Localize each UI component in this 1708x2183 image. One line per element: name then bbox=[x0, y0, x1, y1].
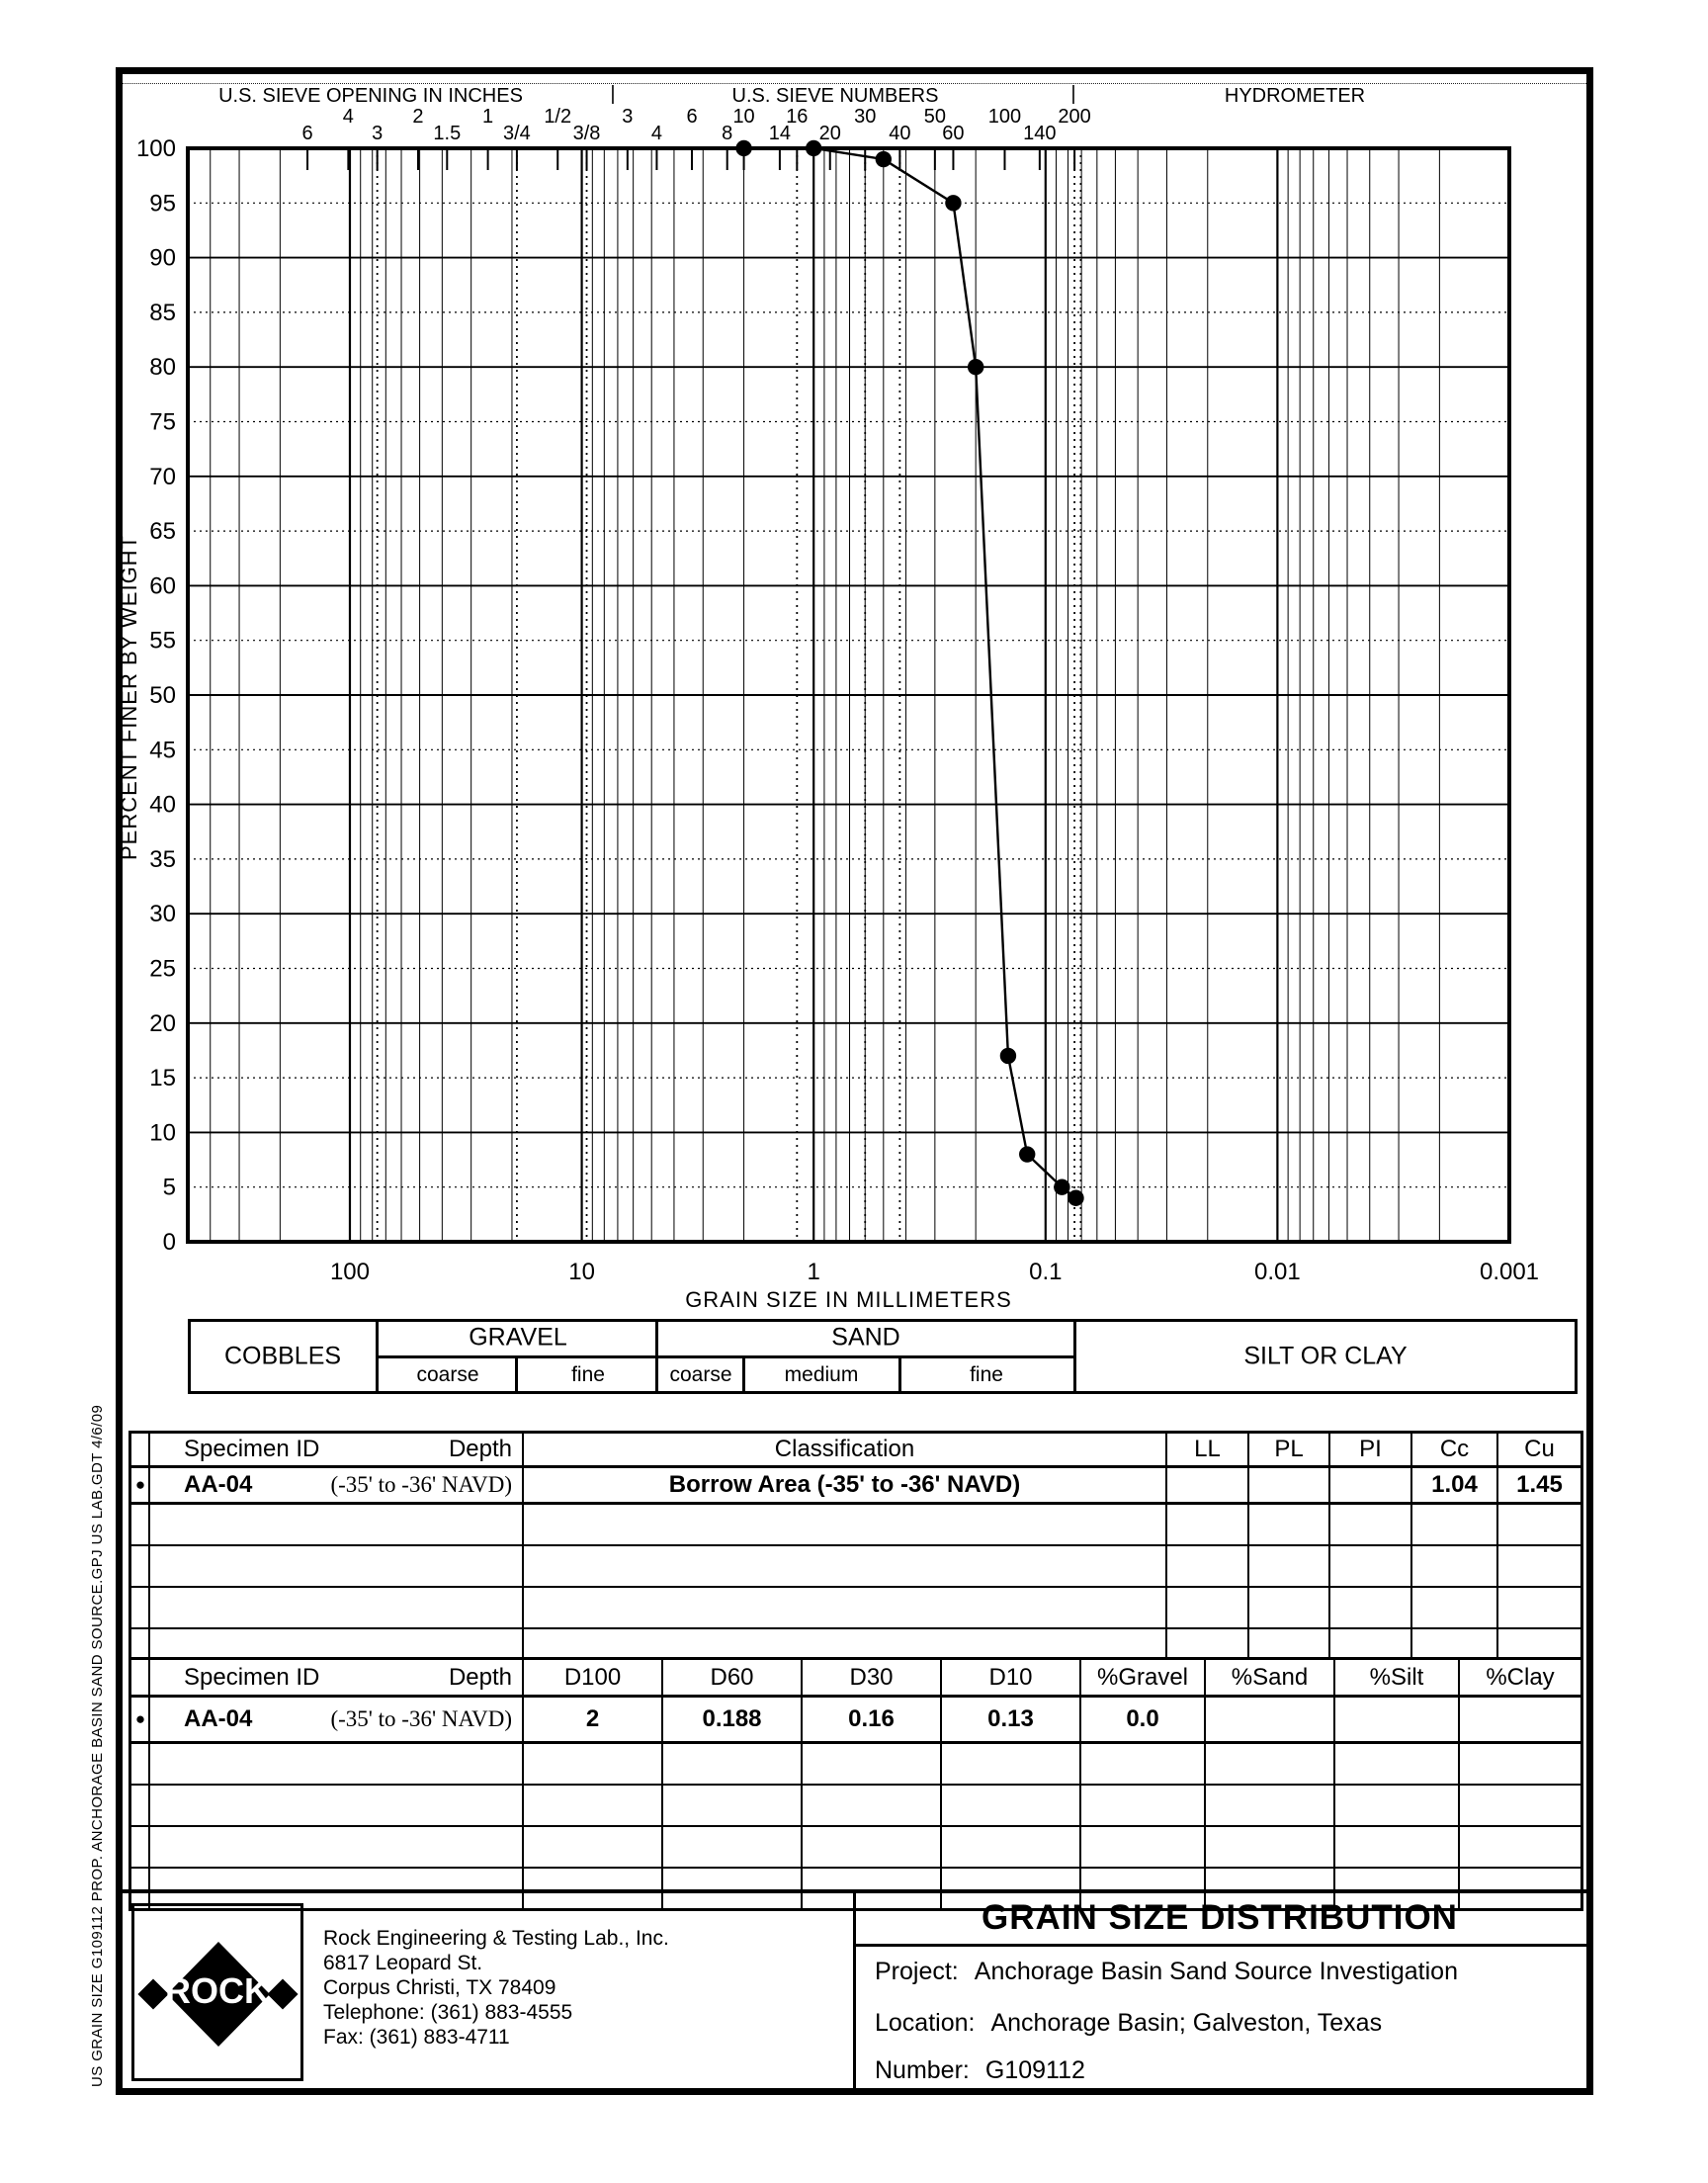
svg-text:30: 30 bbox=[149, 901, 176, 928]
cu-value: 1.45 bbox=[1516, 1471, 1563, 1498]
empty-table-row bbox=[131, 1546, 1580, 1588]
header-separator-1: | bbox=[610, 83, 616, 105]
svg-text:3: 3 bbox=[372, 123, 384, 144]
svg-text:3/4: 3/4 bbox=[503, 123, 531, 144]
svg-text:200: 200 bbox=[1058, 106, 1091, 128]
class-bar-divider bbox=[515, 1356, 518, 1394]
title-underline bbox=[853, 1944, 1586, 1947]
class-gravel-fine-label: fine bbox=[571, 1363, 605, 1386]
class-bar-divider bbox=[898, 1356, 901, 1394]
y-axis-title: PERCENT FINER BY WEIGHT bbox=[117, 534, 141, 860]
class-sand-label: SAND bbox=[831, 1323, 900, 1352]
svg-text:60: 60 bbox=[942, 123, 965, 144]
svg-text:0.1: 0.1 bbox=[1029, 1259, 1063, 1285]
d100-value: 2 bbox=[524, 1698, 663, 1741]
pct-gravel-value: 0.0 bbox=[1081, 1698, 1206, 1741]
empty-table-row bbox=[131, 1827, 1580, 1869]
depth-value: (-35' to -36' NAVD) bbox=[330, 1706, 512, 1731]
svg-text:4: 4 bbox=[650, 123, 662, 144]
class-sand-fine-label: fine bbox=[970, 1363, 1003, 1386]
gradation-table-header bbox=[131, 1660, 1580, 1698]
col-d60: D60 bbox=[663, 1660, 803, 1695]
class-sand-medium-label: medium bbox=[784, 1363, 859, 1386]
ll-value bbox=[1167, 1468, 1249, 1502]
svg-text:3: 3 bbox=[622, 106, 634, 128]
empty-table-row bbox=[131, 1786, 1580, 1827]
col-depth: Depth bbox=[448, 1663, 512, 1691]
pct-silt-value bbox=[1335, 1698, 1460, 1741]
col-pct-sand: %Sand bbox=[1206, 1660, 1335, 1695]
series-marker: ● bbox=[131, 1468, 150, 1502]
empty-table-row bbox=[131, 1588, 1580, 1629]
gradation-table-row bbox=[131, 1698, 1580, 1744]
svg-text:70: 70 bbox=[149, 463, 176, 490]
col-d100: D100 bbox=[524, 1660, 663, 1695]
svg-text:0.001: 0.001 bbox=[1479, 1259, 1540, 1285]
svg-text:30: 30 bbox=[854, 106, 877, 128]
svg-text:1: 1 bbox=[807, 1259, 820, 1285]
col-d30: D30 bbox=[803, 1660, 942, 1695]
company-city: Corpus Christi, TX 78409 bbox=[323, 1976, 556, 1999]
col-pct-clay: %Clay bbox=[1486, 1663, 1555, 1691]
col-pl: PL bbox=[1249, 1434, 1330, 1465]
col-depth: Depth bbox=[448, 1436, 512, 1462]
company-street: 6817 Leopard St. bbox=[323, 1952, 483, 1974]
d60-value: 0.188 bbox=[663, 1698, 803, 1741]
svg-text:40: 40 bbox=[889, 123, 911, 144]
col-pct-gravel: %Gravel bbox=[1081, 1660, 1206, 1695]
project-line bbox=[875, 1958, 1458, 1986]
svg-text:1: 1 bbox=[482, 106, 494, 128]
classification-table-header bbox=[131, 1434, 1580, 1468]
number-value: G109112 bbox=[984, 2056, 1085, 2084]
class-bar-midline bbox=[378, 1355, 1074, 1358]
svg-text:100: 100 bbox=[135, 135, 176, 162]
svg-text:60: 60 bbox=[149, 572, 176, 600]
gradation-table bbox=[128, 1657, 1583, 1911]
classification-value: Borrow Area (-35' to -36' NAVD) bbox=[524, 1468, 1167, 1502]
classification-table bbox=[128, 1431, 1583, 1672]
rock-logo-text: ROCK bbox=[165, 1970, 270, 2012]
project-value: Anchorage Basin Sand Source Investigation bbox=[974, 1958, 1458, 1985]
marker-column-header bbox=[131, 1434, 150, 1465]
rock-logo-right-diamond-icon bbox=[267, 1978, 298, 2009]
number-label: Number: bbox=[875, 2056, 970, 2084]
col-cc: Cc bbox=[1412, 1434, 1498, 1465]
svg-text:8: 8 bbox=[722, 123, 733, 144]
col-d10: D10 bbox=[942, 1660, 1081, 1695]
class-bar-divider bbox=[742, 1356, 745, 1394]
specimen-id-value: AA-04 bbox=[184, 1705, 253, 1732]
svg-text:20: 20 bbox=[149, 1009, 176, 1037]
d10-value: 0.13 bbox=[942, 1698, 1081, 1741]
header-sieve-inches: U.S. SIEVE OPENING IN INCHES bbox=[218, 85, 523, 107]
svg-text:16: 16 bbox=[786, 106, 809, 128]
company-name: Rock Engineering & Testing Lab., Inc. bbox=[323, 1927, 669, 1950]
svg-text:90: 90 bbox=[149, 244, 176, 272]
col-classification: Classification bbox=[524, 1434, 1167, 1465]
svg-text:55: 55 bbox=[149, 627, 176, 655]
svg-text:10: 10 bbox=[732, 106, 755, 128]
pi-value bbox=[1330, 1468, 1412, 1502]
location-line bbox=[875, 2009, 1382, 2038]
svg-text:14: 14 bbox=[768, 123, 792, 144]
header-hydrometer: HYDROMETER bbox=[1224, 85, 1366, 107]
col-specimen-id: Specimen ID bbox=[184, 1663, 320, 1691]
svg-text:65: 65 bbox=[149, 518, 176, 546]
col-pi: PI bbox=[1330, 1434, 1412, 1465]
header-sieve-numbers: U.S. SIEVE NUMBERS bbox=[731, 85, 939, 107]
svg-text:15: 15 bbox=[149, 1065, 176, 1092]
svg-text:4: 4 bbox=[342, 106, 354, 128]
series-marker: ● bbox=[131, 1698, 150, 1741]
class-silt-clay-label: SILT OR CLAY bbox=[1243, 1342, 1408, 1370]
svg-text:35: 35 bbox=[149, 845, 176, 873]
svg-text:100: 100 bbox=[329, 1259, 371, 1285]
company-address bbox=[323, 1926, 669, 2050]
location-value: Anchorage Basin; Galveston, Texas bbox=[990, 2009, 1383, 2037]
svg-text:40: 40 bbox=[149, 791, 176, 819]
pl-value bbox=[1249, 1468, 1330, 1502]
col-ll: LL bbox=[1167, 1434, 1249, 1465]
number-line bbox=[875, 2056, 1085, 2085]
report-title: GRAIN SIZE DISTRIBUTION bbox=[982, 1898, 1458, 1937]
svg-text:6: 6 bbox=[686, 106, 698, 128]
svg-text:1/2: 1/2 bbox=[544, 106, 572, 128]
specimen-id-value: AA-04 bbox=[184, 1471, 253, 1498]
svg-text:50: 50 bbox=[923, 106, 946, 128]
svg-text:45: 45 bbox=[149, 737, 176, 764]
empty-table-row bbox=[131, 1505, 1580, 1546]
x-axis-title: GRAIN SIZE IN MILLIMETERS bbox=[685, 1287, 1012, 1312]
svg-text:20: 20 bbox=[818, 123, 841, 144]
svg-text:1.5: 1.5 bbox=[433, 123, 462, 144]
col-cu: Cu bbox=[1524, 1436, 1555, 1462]
svg-text:85: 85 bbox=[149, 299, 176, 326]
depth-value: (-35' to -36' NAVD) bbox=[330, 1472, 512, 1497]
class-cobbles-label: COBBLES bbox=[223, 1342, 342, 1370]
svg-text:140: 140 bbox=[1023, 123, 1057, 144]
d30-value: 0.16 bbox=[803, 1698, 942, 1741]
location-label: Location: bbox=[875, 2009, 976, 2037]
company-fax: Fax: (361) 883-4711 bbox=[323, 2026, 510, 2049]
col-specimen-id: Specimen ID bbox=[184, 1436, 320, 1462]
svg-text:10: 10 bbox=[568, 1259, 595, 1285]
marker-column-header bbox=[131, 1660, 150, 1695]
class-gravel-coarse-label: coarse bbox=[416, 1363, 479, 1386]
svg-text:3/8: 3/8 bbox=[572, 123, 601, 144]
rock-logo bbox=[131, 1903, 303, 2081]
svg-text:95: 95 bbox=[149, 190, 176, 218]
classification-table-row bbox=[131, 1468, 1580, 1505]
svg-text:0.01: 0.01 bbox=[1254, 1259, 1301, 1285]
class-sand-coarse-label: coarse bbox=[669, 1363, 732, 1386]
pct-sand-value bbox=[1206, 1698, 1335, 1741]
empty-table-row bbox=[131, 1744, 1580, 1786]
rock-logo-left-diamond-icon bbox=[137, 1978, 168, 2009]
svg-text:25: 25 bbox=[149, 955, 176, 983]
pct-clay-value bbox=[1460, 1698, 1580, 1741]
svg-text:100: 100 bbox=[987, 106, 1022, 128]
project-label: Project: bbox=[875, 1958, 959, 1985]
svg-text:80: 80 bbox=[149, 354, 176, 382]
cc-value: 1.04 bbox=[1412, 1468, 1498, 1502]
class-gravel-label: GRAVEL bbox=[469, 1323, 567, 1352]
svg-text:75: 75 bbox=[149, 408, 176, 436]
col-pct-silt: %Silt bbox=[1335, 1660, 1460, 1695]
svg-text:2: 2 bbox=[412, 106, 424, 128]
svg-text:5: 5 bbox=[162, 1174, 176, 1201]
company-phone: Telephone: (361) 883-4555 bbox=[323, 2001, 573, 2024]
svg-text:50: 50 bbox=[149, 682, 176, 709]
header-separator-2: | bbox=[1070, 83, 1076, 105]
svg-text:0: 0 bbox=[162, 1229, 176, 1256]
file-info-vertical-text: US GRAIN SIZE G109112 PROP. ANCHORAGE BASIN SAND SOURCE.GPJ US LAB.GDT 4/6/09 bbox=[89, 1404, 106, 2087]
svg-text:6: 6 bbox=[301, 123, 313, 144]
svg-text:10: 10 bbox=[149, 1119, 176, 1147]
